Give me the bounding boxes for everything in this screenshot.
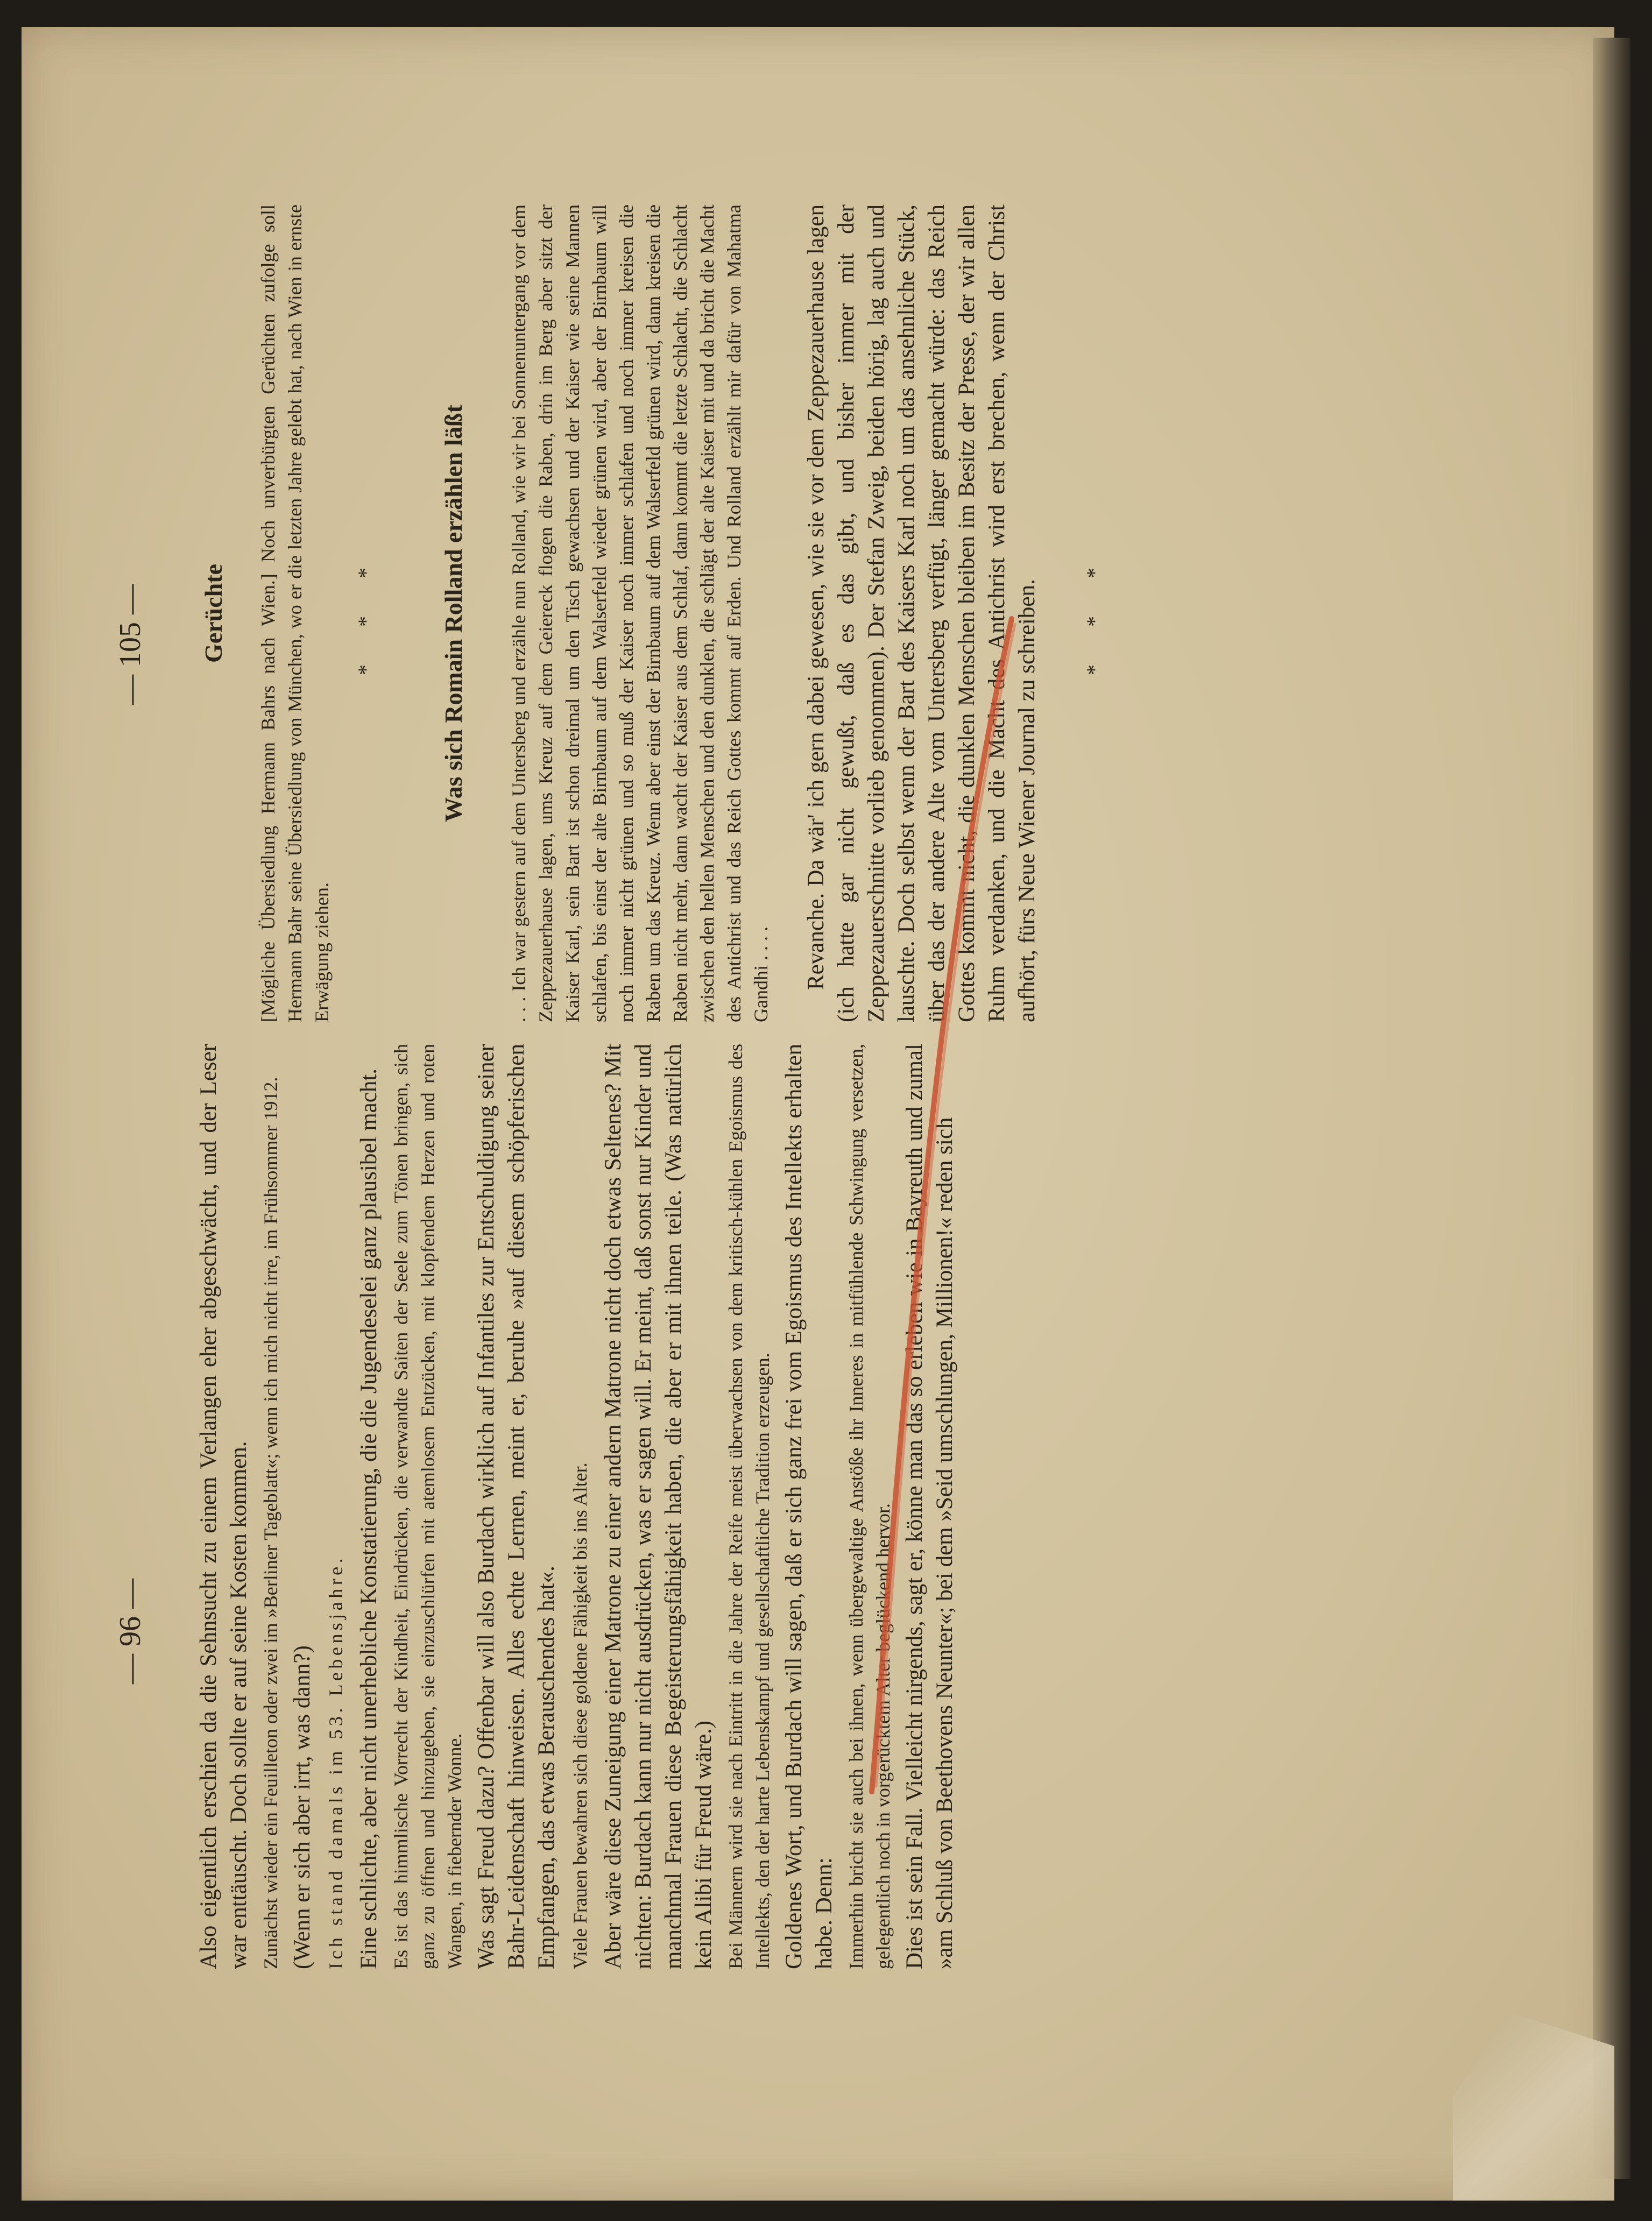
closing-stars: * * * [1082, 551, 1106, 675]
paragraph: Ich stand damals im 53. Lebensjahre. [325, 1554, 347, 1969]
right-page-text [199, 204, 1109, 1022]
paragraph: Also eigentlich erschien da die Sehnsucht zu einem Verlangen eher abgeschwächt, und der Leser war enttäuscht. Doch sollte er auf seine Kosten kommen. [196, 1044, 251, 1969]
paragraph: Aber wäre diese Zuneigung einer Matrone zu einer andern Matrone nicht doch etwas Seltenes? Mit nichten: Burdach kann nur nicht ausdrücken, was er sagen will. Er meint, daß sonst nur Kinder und manchmal Frauen diese Begeisterungsfähigkeit haben, die aber er mit ihnen teile. (Was natürlich kein Alibi für Freud wäre.) [601, 1044, 716, 1969]
paragraph: Dies ist sein Fall. Vielleicht nirgends, sagt er, könne man das so erleben wie in Bayreuth und zumal »am Schluß von Beethovens Neunter«; bei dem »Seid umschlungen, Millionen!« reden sich [902, 1044, 957, 1969]
left-page-text [194, 1044, 960, 1969]
paragraph: (Wenn er sich aber irrt, was dann?) [290, 1645, 315, 1969]
paragraph: Viele Frauen bewahren sich diese goldene Fähigkeit bis ins Alter. [569, 1462, 591, 1969]
section-text-revanche: Revanche. Da wär' ich gern dabei gewesen, wie sie vor dem Zeppezauerhause lagen (ich hatte gar nicht gewußt, daß es das gibt, und bisher immer mit der Zeppezauerschnitte vorlieb genommen). Der Stefan Zweig, beiden hörig, lag auch und lauschte. Doch selbst wenn der Bart des Kaisers Karl noch um das ansehnliche Stück, über das der andere Alte vom Untersberg verfügt, länger gemacht würde: das Reich Gottes kommt nicht, die dunklen Menschen bleiben im Besitz der Presse, der wir allen Ruhm verdanken, und die Macht des Antichrist wird erst brechen, wenn der Christ aufhört, fürs Neue Wiener Journal zu schreiben. [803, 204, 1040, 1022]
page-number-left: — 96 — [114, 1579, 147, 1684]
section-heading-geruechte: Gerüchte [200, 564, 227, 663]
page-number-right: — 105 — [114, 584, 147, 705]
paragraph: Bei Männern wird sie nach Eintritt in die Jahre der Reife meist überwachsen von dem kritisch-kühlen Egoismus des Intellekts, den der harte Lebenskampf und gesellschaftliche Tradition erzeugen. [725, 1044, 773, 1969]
paragraph: Was sagt Freud dazu? Offenbar will also Burdach wirklich auf Infantiles zur Entschuldigung seiner Bahr-Leidenschaft hinweisen. Alles echte Lernen, meint er, beruhe »auf diesem schöpferischen Empfangen, das etwas Berauschendes hat«. [474, 1044, 559, 1969]
paragraph: Immerhin bricht sie auch bei ihnen, wenn übergewaltige Anstöße ihr Inneres in mitfühlende Schwingung versetzen, gelegentlich noch in vorgerücktem Alter beglückend hervor. [845, 1044, 894, 1969]
section-text-geruechte: [Mögliche Übersiedlung Hermann Bahrs nach Wien.] Noch unverbürgten Gerüchten zufolge soll Hermann Bahr seine Übersiedlung von München, wo er die letzten Jahre gelebt hat, nach Wien in ernste Erwägung ziehen. [257, 204, 333, 1022]
section-divider-stars: * * * [354, 551, 378, 675]
section-text-rolland: . . . Ich war gestern auf dem Untersberg und erzähle nun Rolland, wie wir bei Sonnenuntergang vor dem Zeppezauerhause lagen, ums Kreuz auf dem Geiereck flogen die Raben, drin im Berg aber sitzt der Kaiser Karl, sein Bart ist schon dreimal um den Tisch gewachsen und der Kaiser wie seine Mannen schlafen, bis einst der alte Birnbaum auf dem Walserfeld wieder grünen wird, aber der Birnbaum will noch immer nicht grünen und so muß der Kaiser noch immer schlafen und noch immer kreisen die Raben um das Kreuz. Wenn aber einst der Birnbaum auf dem Walserfeld grünen wird, dann kreisen die Raben nicht mehr, dann wacht der Kaiser aus dem Schlaf, dann kommt die letzte Schlacht, die Schlacht zwischen den hellen Menschen und den dunklen, die schlägt der alte Kaiser mit und da bricht die Macht des Antichrist und das Reich Gottes kommt auf Erden. Und Rolland erzählt mir dafür von Mahatma Gandhi . . . . [508, 204, 772, 1022]
paragraph: Goldenes Wort, und Burdach will sagen, daß er sich ganz frei vom Egoismus des Intellekts erhalten habe. Denn: [781, 1044, 837, 1969]
paragraph: Eine schlichte, aber nicht unerhebliche Konstatierung, die die Jugendeselei ganz plausibel macht. [356, 1068, 382, 1969]
paragraph: Zunächst wieder ein Feuilleton oder zwei im »Berliner Tageblatt«; wenn ich mich nicht irre, im Frühsommer 1912. [260, 1077, 281, 1969]
book-spine [1593, 38, 1630, 2179]
paragraph: Es ist das himmlische Vorrecht der Kindheit, Eindrücken, die verwandte Saiten der Seele zum Tönen bringen, sich ganz zu öffnen und hinzugeben, sie einzuschlürfen mit atemlosem Entzücken, mit klopfendem Herzen und roten Wangen, in fiebernder Wonne. [390, 1044, 465, 1969]
section-heading-rolland: Was sich Romain Rolland erzählen läßt [440, 405, 467, 822]
